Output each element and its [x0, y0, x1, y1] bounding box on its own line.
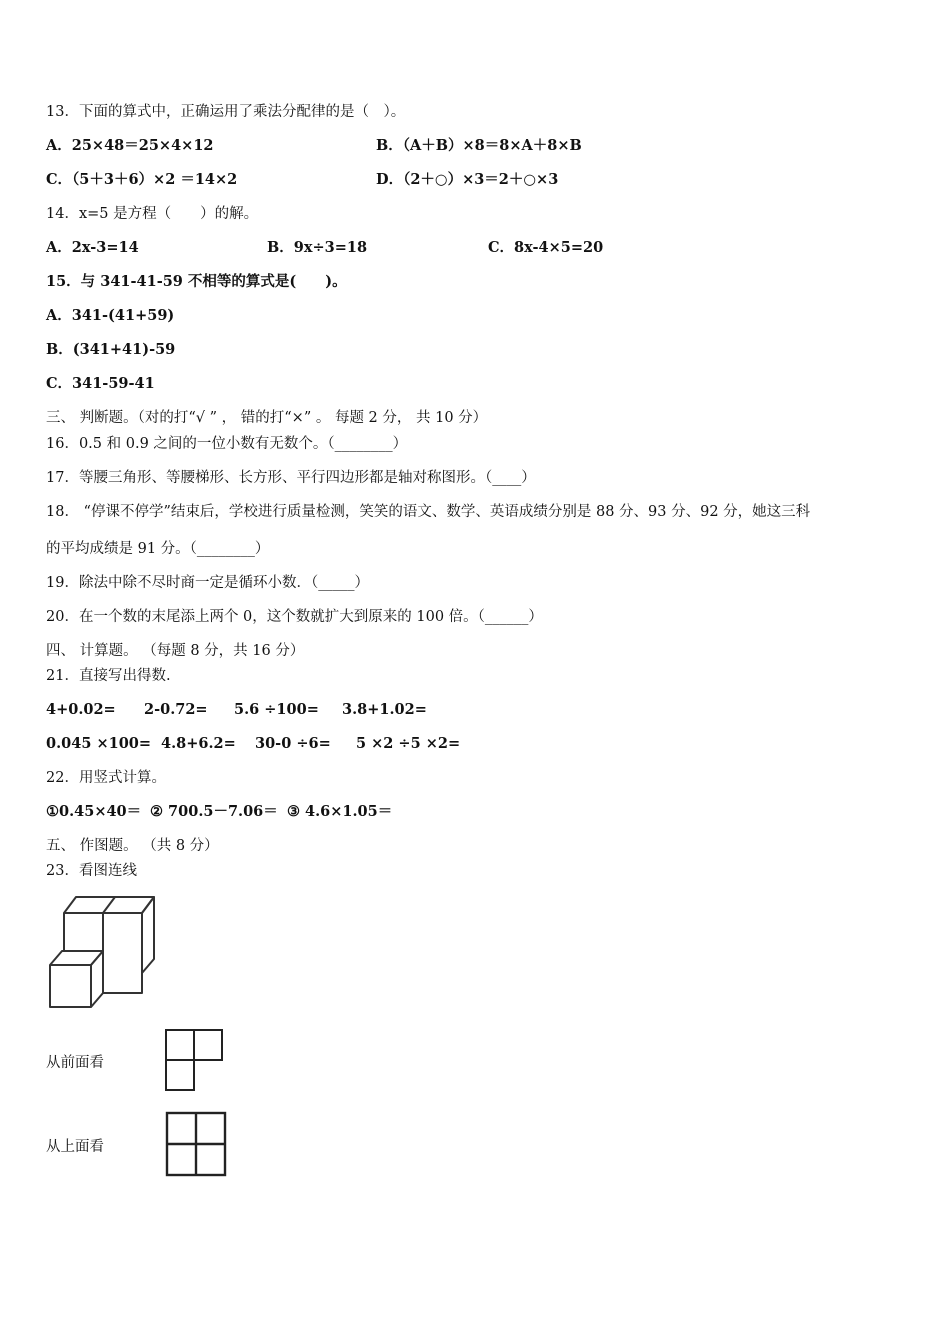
- q21-stem: 21．直接写出得数.: [46, 668, 171, 684]
- q15-stem: 15．与 341-41-59 不相等的算式是( )。: [46, 273, 347, 290]
- q22-item-1: ①0.45×40＝: [46, 803, 142, 820]
- top-view-label: 从上面看: [46, 1139, 104, 1155]
- q13-option-c: C．（5＋3＋6）×2 ＝14×2: [46, 171, 238, 188]
- q15-option-a: A．341-(41+59): [46, 307, 175, 324]
- q15-option-b: B．(341+41)-59: [46, 341, 176, 358]
- q21-r1-item-1: 4+0.02=: [46, 701, 116, 718]
- q13-option-b: B．（A＋B）×8＝8×A＋8×B: [376, 137, 582, 154]
- q19: 19．除法中除不尽时商一定是循环小数．（_____）: [46, 575, 369, 591]
- q21-r2-item-4: 5 ×2 ÷5 ×2=: [356, 735, 461, 752]
- q22-stem: 22．用竖式计算。: [46, 770, 166, 786]
- q21-r2-item-1: 0.045 ×100=: [46, 735, 152, 752]
- q16: 16．0.5 和 0.9 之间的一位小数有无数个。（________）: [46, 436, 408, 452]
- q18-line-2: 的平均成绩是 91 分。（________）: [46, 541, 270, 557]
- q14-stem: 14．x=5 是方程（ ）的解。: [46, 206, 259, 222]
- cube-stack-figure: [44, 893, 160, 1011]
- q22-item-3: ③ 4.6×1.05＝: [287, 803, 393, 820]
- q13-stem: 13．下面的算式中，正确运用了乘法分配律的是（ ）。: [46, 104, 406, 120]
- q17: 17．等腰三角形、等腰梯形、长方形、平行四边形都是轴对称图形。（____）: [46, 470, 536, 486]
- front-view-figure: [162, 1026, 226, 1094]
- section-4-title: 四、 计算题。 （每题 8 分，共 16 分）: [46, 643, 305, 659]
- q13-option-a: A．25×48＝25×4×12: [46, 137, 214, 154]
- q21-r2-item-3: 30-0 ÷6=: [255, 735, 331, 752]
- q21-r1-item-2: 2-0.72=: [144, 701, 208, 718]
- front-view-label: 从前面看: [46, 1055, 104, 1071]
- top-view-figure: [163, 1109, 229, 1179]
- q14-option-c: C．8x-4×5=20: [488, 239, 604, 256]
- q21-r1-item-3: 5.6 ÷100=: [234, 701, 319, 718]
- q20: 20．在一个数的末尾添上两个 0，这个数就扩大到原来的 100 倍。（______）: [46, 609, 543, 625]
- q23-stem: 23．看图连线: [46, 863, 137, 879]
- q18-line-1: 18． “停课不停学”结束后，学校进行质量检测，笑笑的语文、数学、英语成绩分别是 88 分、93 分、92 分，她这三科: [46, 504, 811, 520]
- q22-item-2: ② 700.5－7.06＝: [150, 803, 278, 820]
- q14-option-a: A．2x-3=14: [46, 239, 139, 256]
- section-3-title: 三、 判断题。（对的打“√ ” ， 错的打“×” 。 每题 2 分， 共 10 分）: [46, 410, 488, 426]
- q21-r2-item-2: 4.8+6.2=: [161, 735, 236, 752]
- q14-option-b: B．9x÷3=18: [267, 239, 368, 256]
- section-5-title: 五、 作图题。 （共 8 分）: [46, 838, 219, 854]
- q21-r1-item-4: 3.8+1.02=: [342, 701, 427, 718]
- q13-option-d: D．（2＋○）×3＝2＋○×3: [376, 171, 559, 188]
- q15-option-c: C．341-59-41: [46, 375, 155, 392]
